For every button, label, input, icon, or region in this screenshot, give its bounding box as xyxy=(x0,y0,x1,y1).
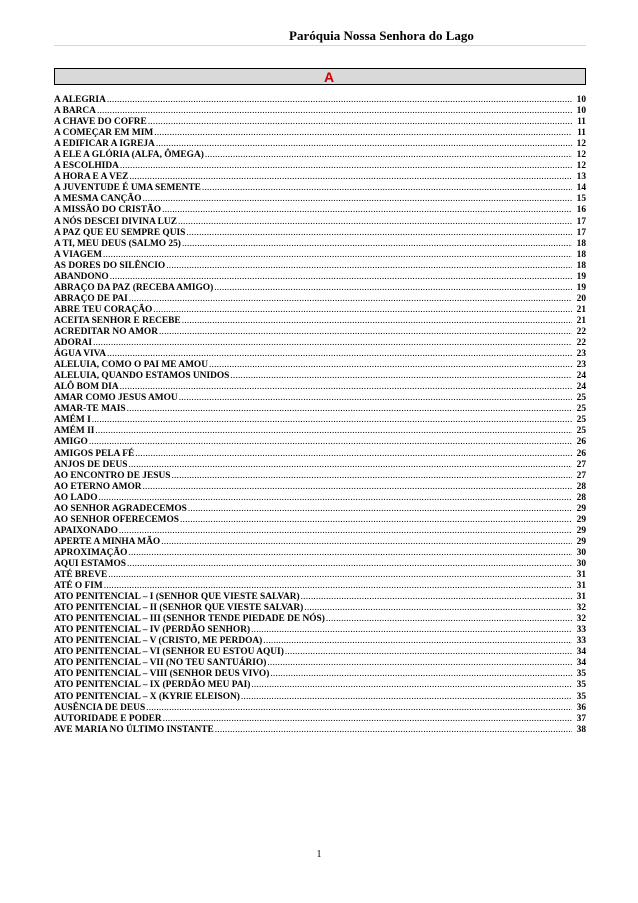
toc-dot-leader xyxy=(301,592,572,603)
toc-entry[interactable] xyxy=(54,625,586,636)
toc-entry-page[interactable]: 23 xyxy=(576,349,586,360)
table-of-contents xyxy=(54,95,586,736)
toc-entry-page[interactable]: 27 xyxy=(576,459,586,470)
toc-dot-leader xyxy=(110,272,572,283)
toc-dot-leader xyxy=(179,393,572,404)
toc-entry[interactable] xyxy=(54,526,586,537)
toc-dot-leader xyxy=(215,725,572,736)
toc-entry-page[interactable]: 22 xyxy=(576,338,586,349)
toc-dot-leader xyxy=(148,117,572,128)
toc-entry-title[interactable]: ATÉ O FIM xyxy=(54,581,103,592)
toc-entry[interactable] xyxy=(54,415,586,426)
toc-dot-leader xyxy=(120,382,572,393)
toc-entry-title[interactable]: ATO PENITENCIAL – II (SENHOR QUE VIESTE SALVAR) xyxy=(54,603,304,614)
toc-entry-title[interactable]: AUTORIDADE E PODER xyxy=(54,713,162,724)
toc-entry-page[interactable]: 11 xyxy=(577,117,586,128)
toc-entry-title[interactable]: ALÔ BOM DIA xyxy=(54,382,119,393)
toc-dot-leader xyxy=(214,283,572,294)
toc-dot-leader xyxy=(186,228,572,239)
toc-dot-leader xyxy=(166,261,572,272)
toc-dot-leader xyxy=(159,327,572,338)
toc-entry[interactable] xyxy=(54,692,586,703)
page-number: 1 xyxy=(316,849,322,860)
toc-entry-title[interactable]: A ALEGRIA xyxy=(54,95,106,105)
toc-entry-title[interactable]: AMIGOS PELA FÉ xyxy=(54,448,135,459)
toc-entry-title[interactable]: AQUI ESTAMOS xyxy=(54,558,126,569)
toc-entry[interactable] xyxy=(54,327,586,338)
toc-entry[interactable] xyxy=(54,460,586,471)
toc-entry[interactable] xyxy=(54,95,586,106)
toc-entry[interactable] xyxy=(54,128,586,139)
toc-entry-page[interactable]: 23 xyxy=(576,360,586,371)
toc-entry-page[interactable]: 35 xyxy=(576,680,586,691)
toc-entry[interactable] xyxy=(54,725,586,736)
toc-entry-page[interactable]: 37 xyxy=(576,713,586,724)
toc-dot-leader xyxy=(97,106,572,117)
toc-entry-title[interactable]: AMÉM II xyxy=(54,426,95,437)
toc-entry-page[interactable]: 18 xyxy=(576,238,586,249)
toc-dot-leader xyxy=(209,360,572,371)
toc-entry-title[interactable]: AO ETERNO AMOR xyxy=(54,481,142,492)
toc-entry-page[interactable]: 16 xyxy=(576,205,586,216)
toc-dot-leader xyxy=(107,349,572,360)
toc-entry[interactable] xyxy=(54,228,586,239)
toc-dot-leader xyxy=(154,128,572,139)
toc-entry[interactable] xyxy=(54,647,586,658)
toc-entry-page[interactable]: 34 xyxy=(576,647,586,658)
toc-dot-leader xyxy=(129,172,572,183)
toc-dot-leader xyxy=(146,703,572,714)
toc-entry-title[interactable]: A CHAVE DO COFRE xyxy=(54,117,147,128)
toc-entry[interactable] xyxy=(54,482,586,493)
toc-entry-title[interactable]: APERTE A MINHA MÃO xyxy=(54,536,161,547)
toc-dot-leader xyxy=(89,437,572,448)
toc-entry-page[interactable]: 27 xyxy=(576,470,586,481)
toc-dot-leader xyxy=(127,404,572,415)
toc-entry-title[interactable]: ATO PENITENCIAL – V (CRISTO, ME PERDOA) xyxy=(54,636,263,647)
toc-entry[interactable] xyxy=(54,570,586,581)
toc-entry[interactable] xyxy=(54,239,586,250)
toc-dot-leader xyxy=(128,460,572,471)
toc-dot-leader xyxy=(267,658,572,669)
header-divider xyxy=(54,45,586,46)
toc-dot-leader xyxy=(156,139,572,150)
toc-dot-leader xyxy=(161,537,572,548)
toc-dot-leader xyxy=(205,150,572,161)
toc-entry-title[interactable]: ACREDITAR NO AMOR xyxy=(54,326,158,337)
toc-entry-page[interactable]: 12 xyxy=(576,161,586,172)
toc-dot-leader xyxy=(251,680,572,691)
toc-entry-title[interactable]: ACEITA SENHOR E RECEBE xyxy=(54,315,181,326)
toc-dot-leader xyxy=(119,526,572,537)
toc-entry-page[interactable]: 28 xyxy=(576,481,586,492)
toc-dot-leader xyxy=(251,625,572,636)
toc-entry-title[interactable]: A EDIFICAR A IGREJA xyxy=(54,139,155,150)
toc-dot-leader xyxy=(241,692,572,703)
toc-entry-title[interactable]: APAIXONADO xyxy=(54,525,118,536)
toc-entry[interactable] xyxy=(54,117,586,128)
toc-entry[interactable] xyxy=(54,515,586,526)
toc-entry-page[interactable]: 30 xyxy=(576,547,586,558)
toc-entry-page[interactable]: 24 xyxy=(576,371,586,382)
toc-entry[interactable] xyxy=(54,603,586,614)
toc-entry[interactable] xyxy=(54,217,586,228)
toc-entry-title[interactable]: A JUVENTUDE É UMA SEMENTE xyxy=(54,183,201,194)
toc-entry-title[interactable]: ATO PENITENCIAL – IX (PERDÃO MEU PAI) xyxy=(54,680,251,691)
toc-entry-page[interactable]: 38 xyxy=(576,724,586,735)
toc-entry-title[interactable]: ALELUIA, QUANDO ESTAMOS UNIDOS xyxy=(54,371,230,382)
toc-entry[interactable] xyxy=(54,493,586,504)
toc-entry-page[interactable]: 32 xyxy=(576,614,586,625)
toc-entry[interactable] xyxy=(54,559,586,570)
toc-entry-page[interactable]: 31 xyxy=(576,592,586,603)
toc-entry[interactable] xyxy=(54,261,586,272)
toc-entry[interactable] xyxy=(54,404,586,415)
toc-dot-leader xyxy=(285,647,572,658)
toc-entry-page[interactable]: 18 xyxy=(576,260,586,271)
toc-entry-title[interactable]: A ESCOLHIDA xyxy=(54,161,119,172)
toc-entry-page[interactable]: 12 xyxy=(576,150,586,161)
toc-entry-title[interactable]: AO SENHOR OFERECEMOS xyxy=(54,514,180,525)
toc-entry-page[interactable]: 17 xyxy=(576,227,586,238)
toc-entry-page[interactable]: 19 xyxy=(576,271,586,282)
toc-entry[interactable] xyxy=(54,581,586,592)
toc-entry-title[interactable]: ATO PENITENCIAL – X (KYRIE ELEISON) xyxy=(54,691,240,702)
toc-entry-page[interactable]: 19 xyxy=(576,282,586,293)
toc-entry[interactable] xyxy=(54,272,586,283)
toc-entry-title[interactable]: ABANDONO xyxy=(54,271,109,282)
toc-entry[interactable] xyxy=(54,316,586,327)
toc-dot-leader xyxy=(188,504,572,515)
toc-entry-title[interactable]: A ELE A GLÓRIA (ALFA, ÔMEGA) xyxy=(54,150,204,161)
toc-entry[interactable] xyxy=(54,636,586,647)
toc-entry-title[interactable]: ATO PENITENCIAL – III (SENHOR TENDE PIEDADE DE NÓS) xyxy=(54,614,325,625)
toc-entry-title[interactable]: ATO PENITENCIAL – IV (PERDÃO SENHOR) xyxy=(54,625,251,636)
toc-entry[interactable] xyxy=(54,504,586,515)
toc-entry-page[interactable]: 25 xyxy=(576,393,586,404)
page-header-title: Paróquia Nossa Senhora do Lago xyxy=(289,28,474,43)
toc-entry[interactable] xyxy=(54,250,586,261)
toc-entry-page[interactable]: 35 xyxy=(576,691,586,702)
toc-entry-title[interactable]: AMAR COMO JESUS AMOU xyxy=(54,393,178,404)
toc-dot-leader xyxy=(93,338,572,349)
toc-entry[interactable] xyxy=(54,305,586,316)
toc-entry-title[interactable]: AUSÊNCIA DE DEUS xyxy=(54,702,146,713)
toc-dot-leader xyxy=(171,471,572,482)
toc-entry-title[interactable]: AMAR-TE MAIS xyxy=(54,404,126,415)
toc-dot-leader xyxy=(182,239,572,250)
toc-entry[interactable] xyxy=(54,183,586,194)
toc-entry[interactable] xyxy=(54,360,586,371)
toc-entry-title[interactable]: AMÉM I xyxy=(54,415,91,426)
toc-entry-title[interactable]: ATÉ BREVE xyxy=(54,570,108,581)
toc-entry-page[interactable]: 14 xyxy=(576,183,586,194)
toc-entry-page[interactable]: 21 xyxy=(576,304,586,315)
toc-entry-title[interactable]: ATO PENITENCIAL – VII (NO TEU SANTUÁRIO) xyxy=(54,658,267,669)
toc-entry-page[interactable]: 33 xyxy=(576,625,586,636)
toc-entry-title[interactable]: ATO PENITENCIAL – I (SENHOR QUE VIESTE SALVAR) xyxy=(54,592,300,603)
toc-entry-title[interactable]: AS DORES DO SILÊNCIO xyxy=(54,260,166,271)
toc-entry-title[interactable]: ATO PENITENCIAL – VI (SENHOR EU ESTOU AQUI) xyxy=(54,647,284,658)
toc-dot-leader xyxy=(153,305,572,316)
toc-entry-title[interactable]: A VIAGEM xyxy=(54,249,103,260)
toc-dot-leader xyxy=(178,217,572,228)
toc-entry-page[interactable]: 15 xyxy=(576,194,586,205)
toc-dot-leader xyxy=(103,250,572,261)
toc-entry-page[interactable]: 31 xyxy=(576,570,586,581)
toc-entry-page[interactable]: 35 xyxy=(576,669,586,680)
toc-entry-page[interactable]: 13 xyxy=(576,172,586,183)
section-letter-band xyxy=(54,68,586,85)
toc-entry-page[interactable]: 22 xyxy=(576,326,586,337)
toc-dot-leader xyxy=(270,669,572,680)
toc-entry-title[interactable]: AMIGO xyxy=(54,437,88,448)
toc-entry[interactable] xyxy=(54,680,586,691)
toc-entry-page[interactable]: 10 xyxy=(576,95,586,105)
toc-dot-leader xyxy=(143,482,572,493)
toc-entry[interactable] xyxy=(54,349,586,360)
toc-entry[interactable] xyxy=(54,703,586,714)
toc-dot-leader xyxy=(162,205,572,216)
toc-entry[interactable] xyxy=(54,205,586,216)
toc-dot-leader xyxy=(128,548,572,559)
toc-dot-leader xyxy=(163,714,572,725)
toc-entry-title[interactable]: A MESMA CANÇÃO xyxy=(54,194,142,205)
toc-entry-page[interactable]: 18 xyxy=(576,249,586,260)
toc-entry-title[interactable]: ADORAI xyxy=(54,338,93,349)
toc-entry-title[interactable]: ABRAÇO DA PAZ (RECEBA AMIGO) xyxy=(54,282,214,293)
toc-entry[interactable] xyxy=(54,294,586,305)
toc-entry[interactable] xyxy=(54,371,586,382)
toc-entry-title[interactable]: ANJOS DE DEUS xyxy=(54,459,128,470)
toc-entry-page[interactable]: 32 xyxy=(576,603,586,614)
toc-entry-title[interactable]: AO LADO xyxy=(54,492,98,503)
toc-entry-page[interactable]: 12 xyxy=(576,139,586,150)
toc-entry-title[interactable]: A HORA E A VEZ xyxy=(54,172,129,183)
toc-entry-page[interactable]: 31 xyxy=(576,581,586,592)
toc-entry-page[interactable]: 30 xyxy=(576,558,586,569)
toc-dot-leader xyxy=(180,515,572,526)
toc-entry-page[interactable]: 24 xyxy=(576,382,586,393)
toc-entry[interactable] xyxy=(54,471,586,482)
toc-entry[interactable] xyxy=(54,161,586,172)
toc-entry[interactable] xyxy=(54,658,586,669)
toc-entry[interactable] xyxy=(54,614,586,625)
toc-entry[interactable] xyxy=(54,106,586,117)
toc-entry-page[interactable]: 25 xyxy=(576,415,586,426)
toc-dot-leader xyxy=(92,415,572,426)
toc-entry-page[interactable]: 29 xyxy=(576,525,586,536)
toc-dot-leader xyxy=(263,636,572,647)
toc-entry-page[interactable]: 25 xyxy=(576,426,586,437)
toc-entry[interactable] xyxy=(54,437,586,448)
toc-entry-page[interactable]: 11 xyxy=(577,128,586,139)
toc-entry-title[interactable]: A NÓS DESCEI DIVINA LUZ xyxy=(54,216,177,227)
toc-entry[interactable] xyxy=(54,426,586,437)
toc-entry[interactable] xyxy=(54,150,586,161)
toc-entry-page[interactable]: 26 xyxy=(576,448,586,459)
toc-dot-leader xyxy=(129,294,572,305)
toc-entry-page[interactable]: 33 xyxy=(576,636,586,647)
toc-entry[interactable] xyxy=(54,194,586,205)
toc-entry-title[interactable]: A MISSÃO DO CRISTÃO xyxy=(54,205,162,216)
toc-entry-title[interactable]: ATO PENITENCIAL – VIII (SENHOR DEUS VIVO) xyxy=(54,669,270,680)
toc-entry-page[interactable]: 21 xyxy=(576,315,586,326)
toc-dot-leader xyxy=(127,559,572,570)
toc-dot-leader xyxy=(304,603,572,614)
toc-dot-leader xyxy=(99,493,573,504)
toc-entry[interactable] xyxy=(54,449,586,460)
toc-dot-leader xyxy=(182,316,572,327)
toc-entry[interactable] xyxy=(54,382,586,393)
toc-entry-page[interactable]: 36 xyxy=(576,702,586,713)
toc-entry[interactable] xyxy=(54,283,586,294)
toc-entry-title[interactable]: AVE MARIA NO ÚLTIMO INSTANTE xyxy=(54,724,214,735)
toc-entry[interactable] xyxy=(54,139,586,150)
toc-entry[interactable] xyxy=(54,669,586,680)
toc-dot-leader xyxy=(230,371,572,382)
toc-dot-leader xyxy=(135,449,572,460)
toc-dot-leader xyxy=(326,614,572,625)
toc-entry[interactable] xyxy=(54,592,586,603)
toc-entry-title[interactable]: ABRAÇO DE PAI xyxy=(54,293,128,304)
toc-entry[interactable] xyxy=(54,338,586,349)
toc-entry-title[interactable]: AO ENCONTRO DE JESUS xyxy=(54,470,171,481)
toc-entry-page[interactable]: 29 xyxy=(576,503,586,514)
toc-entry-page[interactable]: 17 xyxy=(576,216,586,227)
section-letter: A xyxy=(323,69,335,85)
toc-entry-page[interactable]: 34 xyxy=(576,658,586,669)
toc-entry-title[interactable]: ALELUIA, COMO O PAI ME AMOU xyxy=(54,360,208,371)
toc-entry-page[interactable]: 26 xyxy=(576,437,586,448)
toc-entry-title[interactable]: A COMEÇAR EM MIM xyxy=(54,128,154,139)
toc-dot-leader xyxy=(104,581,572,592)
toc-dot-leader xyxy=(107,95,572,106)
toc-entry[interactable] xyxy=(54,393,586,404)
toc-entry[interactable] xyxy=(54,714,586,725)
toc-entry-title[interactable]: AO SENHOR AGRADECEMOS xyxy=(54,503,187,514)
toc-entry-page[interactable]: 29 xyxy=(576,536,586,547)
toc-dot-leader xyxy=(120,161,572,172)
toc-entry-page[interactable]: 20 xyxy=(576,293,586,304)
toc-entry-page[interactable]: 10 xyxy=(576,106,586,117)
toc-entry-title[interactable]: ÁGUA VIVA xyxy=(54,349,107,360)
toc-dot-leader xyxy=(202,183,572,194)
toc-entry-title[interactable]: A BARCA xyxy=(54,106,96,117)
toc-entry-page[interactable]: 29 xyxy=(576,514,586,525)
toc-entry[interactable] xyxy=(54,172,586,183)
toc-entry[interactable] xyxy=(54,548,586,559)
toc-entry-title[interactable]: A TI, MEU DEUS (SALMO 25) xyxy=(54,238,181,249)
toc-dot-leader xyxy=(95,426,572,437)
toc-dot-leader xyxy=(108,570,572,581)
toc-entry-title[interactable]: ABRE TEU CORAÇÃO xyxy=(54,304,153,315)
toc-entry-title[interactable]: APROXIMAÇÃO xyxy=(54,547,128,558)
toc-entry[interactable] xyxy=(54,537,586,548)
toc-entry-title[interactable]: A PAZ QUE EU SEMPRE QUIS xyxy=(54,227,186,238)
toc-entry-page[interactable]: 25 xyxy=(576,404,586,415)
toc-dot-leader xyxy=(143,194,573,205)
toc-entry-page[interactable]: 28 xyxy=(576,492,586,503)
